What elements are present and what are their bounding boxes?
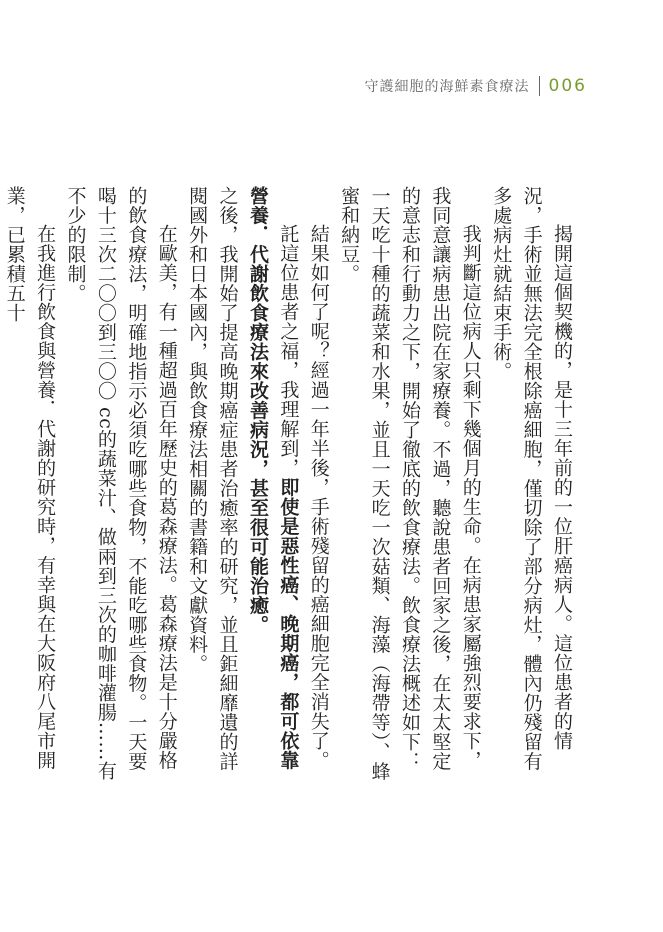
header-divider (539, 76, 540, 96)
book-title: 守護細胞的海鮮素食療法 (364, 79, 530, 95)
page-number: 006 (548, 76, 587, 96)
paragraph-2: 我判斷這位病人只剩下幾個月的生命。在病患家屬強烈要求下，我同意讓病患出院在家療養。不過，聽說患者回家之後，在太太堅定的意志和行動力之下，開始了徹底的飲食療法。飲食療法概述如下：一天吃十種的蔬菜和水果，並且一天吃一次菇類、海藻（海帶等）、蜂蜜和納豆。 (338, 186, 482, 781)
emphasized-conclusion: 即使是惡性癌、晚期癌，都可依靠營養．代謝飲食療法來改善病況，甚至很可能治癒。 (246, 186, 300, 770)
paragraph-7: 在我進行飲食與營養．代謝的研究時，有幸與在大阪府八尾市開業，已累積五十 (3, 186, 57, 770)
paragraph-5: 之後，我開始了提高晚期癌症患者治癒率的研究，並且鉅細靡遺的詳閱國外和日本國內，與飲食療法相關的書籍和文獻資料。 (186, 186, 239, 771)
paragraph-6: 在歐美，有一種超過百年歷史的葛森療法。葛森療法是十分嚴格的飲食療法，明確地指示必須吃哪些食物，不能吃哪些食物。一天要喝十三次二〇〇到三〇〇 cc的蔬菜汁、做兩到三次的咖啡灌腸……有不少的限制。 (64, 186, 178, 781)
paragraph-4-intro: 託這位患者之福，我理解到， (277, 224, 300, 478)
paragraph-1: 揭開這個契機的，是十三年前的一位肝癌病人。這位患者的情況，手術並無法完全根除癌細胞，僅切除了部分病灶，體內仍殘留有多處病灶就結束手術。 (490, 186, 573, 771)
paragraph-3: 結果如何了呢？經過一年半後，手術殘留的癌細胞完全消失了。 (307, 224, 330, 770)
running-header (365, 70, 587, 102)
vertical-body-text (3, 186, 577, 786)
paragraph-4 (243, 186, 304, 786)
